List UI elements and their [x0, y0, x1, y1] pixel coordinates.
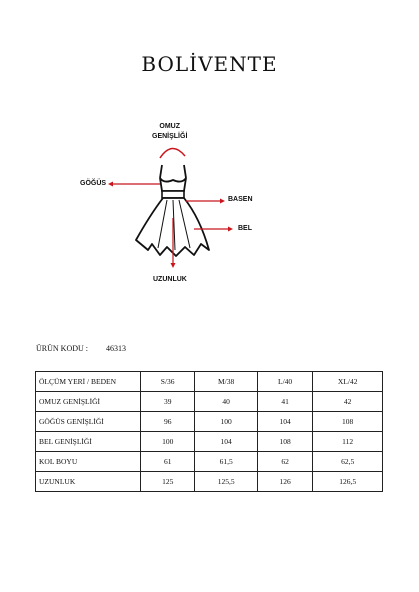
label-shoulder-line2: GENİŞLİĞİ: [152, 133, 188, 140]
label-hip: BASEN: [228, 196, 253, 203]
table-cell: 125: [141, 472, 195, 492]
table-cell: 112: [313, 432, 383, 452]
product-code-label: ÜRÜN KODU :: [36, 344, 88, 353]
table-row: [36, 472, 383, 492]
table-cell: 61,5: [195, 452, 258, 472]
table-row: [36, 412, 383, 432]
header-cell: ÖLÇÜM YERİ / BEDEN: [36, 372, 141, 392]
table-row: [36, 452, 383, 472]
table-cell: 100: [195, 412, 258, 432]
table-cell: UZUNLUK: [36, 472, 141, 492]
table-cell: 100: [141, 432, 195, 452]
table-cell: 126,5: [313, 472, 383, 492]
table-cell: 62: [257, 452, 312, 472]
size-chart-table: [35, 371, 383, 492]
table-cell: GÖĞÜS GENİŞLİĞİ: [36, 412, 141, 432]
table-cell: OMUZ GENİŞLİĞİ: [36, 392, 141, 412]
table-cell: 61: [141, 452, 195, 472]
table-cell: 40: [195, 392, 258, 412]
table-row: [36, 432, 383, 452]
table-cell: 108: [257, 432, 312, 452]
header-cell: XL/42: [313, 372, 383, 392]
table-row: [36, 392, 383, 412]
table-cell: 104: [195, 432, 258, 452]
dress-bodice: [160, 178, 186, 191]
label-waist: BEL: [238, 225, 252, 232]
dress-straps: [160, 165, 186, 178]
table-cell: 39: [141, 392, 195, 412]
table-cell: 104: [257, 412, 312, 432]
table-cell: 126: [257, 472, 312, 492]
label-length: UZUNLUK: [153, 276, 187, 283]
table-cell: 96: [141, 412, 195, 432]
shoulder-arc: [160, 148, 185, 158]
label-shoulder-line1: OMUZ: [159, 123, 180, 130]
label-chest: GÖĞÜS: [80, 180, 107, 187]
table-cell: 41: [257, 392, 312, 412]
product-code-value: 46313: [106, 344, 126, 353]
label-shoulder-width: [152, 122, 187, 142]
table-cell: KOL BOYU: [36, 452, 141, 472]
dress-waistband: [162, 191, 184, 198]
table-cell: 62,5: [313, 452, 383, 472]
table-cell: 108: [313, 412, 383, 432]
header-cell: L/40: [257, 372, 312, 392]
header-cell: M/38: [195, 372, 258, 392]
header-cell: S/36: [141, 372, 195, 392]
product-code-row: [36, 344, 126, 353]
table-cell: 42: [313, 392, 383, 412]
brand-title: BOLİVENTE: [141, 52, 278, 76]
table-cell: BEL GENİŞLİĞİ: [36, 432, 141, 452]
table-header-row: [36, 372, 383, 392]
table-cell: 125,5: [195, 472, 258, 492]
